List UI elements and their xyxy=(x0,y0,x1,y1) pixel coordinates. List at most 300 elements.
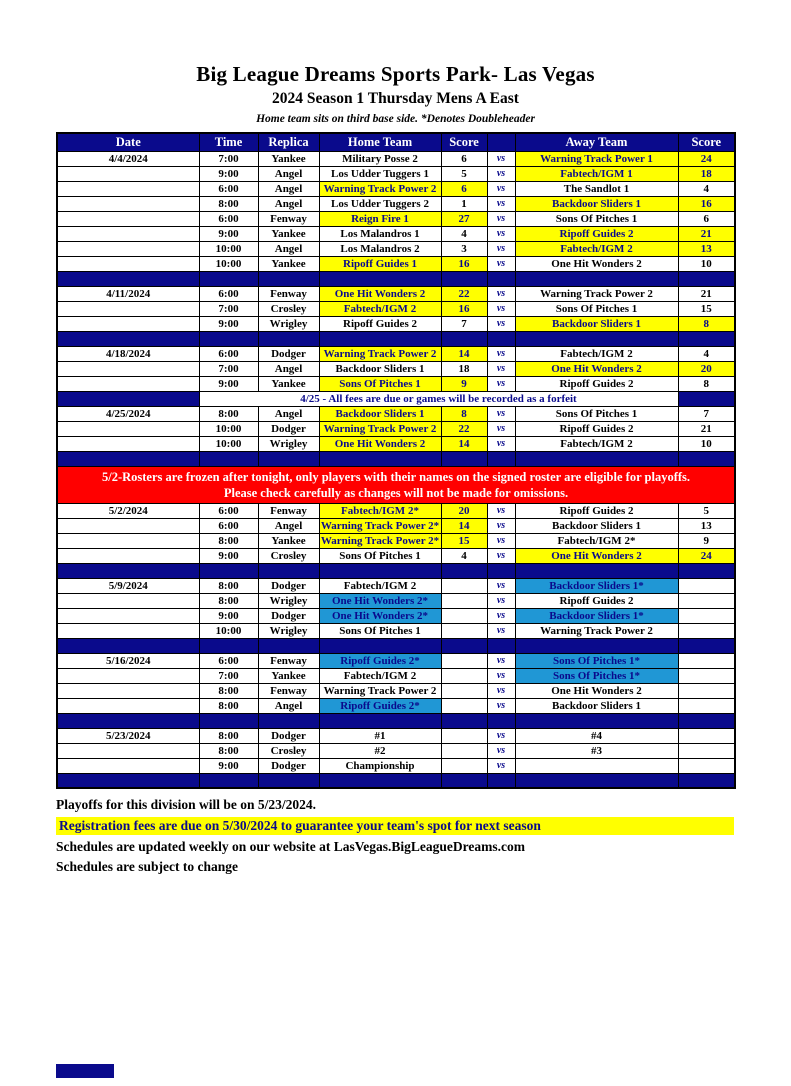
time-cell: 6:00 xyxy=(199,211,258,226)
replica-cell: Dodger xyxy=(258,758,319,773)
home-score-cell xyxy=(441,668,487,683)
replica-cell: Crosley xyxy=(258,743,319,758)
replica-cell: Fenway xyxy=(258,211,319,226)
spacer-cell xyxy=(487,773,515,788)
vs-cell: vs xyxy=(487,406,515,421)
vs-cell: vs xyxy=(487,226,515,241)
time-cell: 6:00 xyxy=(199,181,258,196)
away-team-cell: Backdoor Sliders 1 xyxy=(515,196,678,211)
home-team-cell: One Hit Wonders 2* xyxy=(319,593,441,608)
date-cell xyxy=(57,181,199,196)
away-team-cell: One Hit Wonders 2 xyxy=(515,361,678,376)
time-cell: 8:00 xyxy=(199,406,258,421)
away-team-cell: #4 xyxy=(515,728,678,743)
time-cell: 7:00 xyxy=(199,668,258,683)
spacer-cell xyxy=(258,638,319,653)
game-row xyxy=(57,346,735,361)
date-cell: 4/4/2024 xyxy=(57,151,199,166)
game-row xyxy=(57,548,735,563)
date-cell xyxy=(57,683,199,698)
game-row xyxy=(57,593,735,608)
vs-cell: vs xyxy=(487,518,515,533)
home-score-cell: 22 xyxy=(441,421,487,436)
spacer-cell xyxy=(319,773,441,788)
game-row xyxy=(57,683,735,698)
time-cell: 6:00 xyxy=(199,286,258,301)
home-team-note: Home team sits on third base side. *Denotes Doubleheader xyxy=(256,113,535,125)
game-row xyxy=(57,196,735,211)
date-cell xyxy=(57,758,199,773)
spacer-cell xyxy=(487,271,515,286)
header-replica: Replica xyxy=(258,133,319,151)
game-row xyxy=(57,653,735,668)
game-row xyxy=(57,623,735,638)
away-team-cell: Ripoff Guides 2 xyxy=(515,376,678,391)
away-score-cell: 6 xyxy=(678,211,735,226)
home-score-cell: 7 xyxy=(441,316,487,331)
away-score-cell: 24 xyxy=(678,151,735,166)
date-cell xyxy=(57,421,199,436)
game-row xyxy=(57,578,735,593)
time-cell: 10:00 xyxy=(199,241,258,256)
vs-cell: vs xyxy=(487,548,515,563)
replica-cell: Wrigley xyxy=(258,436,319,451)
home-score-cell: 14 xyxy=(441,346,487,361)
home-score-cell xyxy=(441,683,487,698)
game-row xyxy=(57,503,735,518)
spacer-cell xyxy=(487,451,515,466)
vs-cell: vs xyxy=(487,361,515,376)
game-row xyxy=(57,518,735,533)
page-title: Big League Dreams Sports Park- Las Vegas xyxy=(196,62,595,86)
home-score-cell: 16 xyxy=(441,301,487,316)
vs-cell: vs xyxy=(487,608,515,623)
page-footer-bar xyxy=(56,1064,114,1078)
spacer-cell xyxy=(441,271,487,286)
spacer-cell xyxy=(57,451,199,466)
home-score-cell: 9 xyxy=(441,376,487,391)
vs-cell: vs xyxy=(487,181,515,196)
spacer-cell xyxy=(319,451,441,466)
replica-cell: Dodger xyxy=(258,346,319,361)
vs-cell: vs xyxy=(487,683,515,698)
home-score-cell: 27 xyxy=(441,211,487,226)
game-row xyxy=(57,376,735,391)
away-team-cell: #3 xyxy=(515,743,678,758)
roster-alert-row xyxy=(57,466,735,503)
time-cell: 9:00 xyxy=(199,316,258,331)
away-team-cell: Ripoff Guides 2 xyxy=(515,593,678,608)
replica-cell: Fenway xyxy=(258,503,319,518)
replica-cell: Wrigley xyxy=(258,593,319,608)
home-score-cell xyxy=(441,698,487,713)
away-team-cell: Backdoor Sliders 1 xyxy=(515,316,678,331)
away-score-cell: 24 xyxy=(678,548,735,563)
vs-cell: vs xyxy=(487,623,515,638)
home-team-cell: Backdoor Sliders 1 xyxy=(319,406,441,421)
time-cell: 9:00 xyxy=(199,548,258,563)
time-cell: 8:00 xyxy=(199,593,258,608)
spacer-cell xyxy=(199,331,258,346)
header-time: Time xyxy=(199,133,258,151)
game-row xyxy=(57,406,735,421)
footer xyxy=(56,796,791,875)
header-home-team: Home Team xyxy=(319,133,441,151)
away-score-cell: 13 xyxy=(678,241,735,256)
spacer-cell xyxy=(319,563,441,578)
notice-row xyxy=(57,391,735,406)
schedule-table xyxy=(56,132,736,789)
home-team-cell: Ripoff Guides 2 xyxy=(319,316,441,331)
vs-cell: vs xyxy=(487,256,515,271)
spacer-cell xyxy=(487,638,515,653)
away-team-cell: Fabtech/IGM 2* xyxy=(515,533,678,548)
spacer-cell xyxy=(678,451,735,466)
vs-cell: vs xyxy=(487,211,515,226)
time-cell: 7:00 xyxy=(199,361,258,376)
date-cell xyxy=(57,166,199,181)
time-cell: 6:00 xyxy=(199,518,258,533)
spacer-row xyxy=(57,271,735,286)
away-team-cell: Fabtech/IGM 2 xyxy=(515,241,678,256)
away-score-cell: 4 xyxy=(678,181,735,196)
game-row xyxy=(57,698,735,713)
away-team-cell: Backdoor Sliders 1 xyxy=(515,518,678,533)
replica-cell: Yankee xyxy=(258,533,319,548)
header-away-team: Away Team xyxy=(515,133,678,151)
date-cell xyxy=(57,256,199,271)
replica-cell: Wrigley xyxy=(258,316,319,331)
away-team-cell: Warning Track Power 2 xyxy=(515,623,678,638)
replica-cell: Crosley xyxy=(258,548,319,563)
replica-cell: Dodger xyxy=(258,578,319,593)
replica-cell: Angel xyxy=(258,698,319,713)
time-cell: 8:00 xyxy=(199,698,258,713)
home-team-cell: One Hit Wonders 2 xyxy=(319,436,441,451)
date-cell xyxy=(57,533,199,548)
spacer-cell xyxy=(199,638,258,653)
away-score-cell: 21 xyxy=(678,421,735,436)
header-score: Score xyxy=(441,133,487,151)
replica-cell: Fenway xyxy=(258,286,319,301)
away-team-cell: Backdoor Sliders 1* xyxy=(515,608,678,623)
date-cell xyxy=(57,196,199,211)
away-team-cell: Ripoff Guides 2 xyxy=(515,421,678,436)
time-cell: 6:00 xyxy=(199,653,258,668)
away-team-cell: Warning Track Power 2 xyxy=(515,286,678,301)
away-team-cell: Backdoor Sliders 1 xyxy=(515,698,678,713)
roster-alert-line: 5/2-Rosters are frozen after tonight, only players with their names on the signed roster are eligible for playoffs. xyxy=(101,469,691,484)
date-cell: 5/23/2024 xyxy=(57,728,199,743)
home-score-cell: 20 xyxy=(441,503,487,518)
date-cell xyxy=(57,743,199,758)
game-row xyxy=(57,668,735,683)
time-cell: 9:00 xyxy=(199,226,258,241)
replica-cell: Dodger xyxy=(258,728,319,743)
away-score-cell: 7 xyxy=(678,406,735,421)
game-row xyxy=(57,286,735,301)
away-team-cell: Sons Of Pitches 1 xyxy=(515,211,678,226)
vs-cell: vs xyxy=(487,743,515,758)
time-cell: 7:00 xyxy=(199,301,258,316)
game-row xyxy=(57,211,735,226)
home-score-cell xyxy=(441,593,487,608)
replica-cell: Dodger xyxy=(258,608,319,623)
date-cell xyxy=(57,668,199,683)
away-score-cell: 9 xyxy=(678,533,735,548)
date-cell xyxy=(57,241,199,256)
time-cell: 8:00 xyxy=(199,196,258,211)
spacer-cell xyxy=(515,773,678,788)
spacer-cell xyxy=(57,563,199,578)
home-team-cell: Los Malandros 1 xyxy=(319,226,441,241)
replica-cell: Crosley xyxy=(258,301,319,316)
time-cell: 9:00 xyxy=(199,758,258,773)
home-score-cell: 18 xyxy=(441,361,487,376)
spacer-cell xyxy=(441,638,487,653)
home-team-cell: Reign Fire 1 xyxy=(319,211,441,226)
away-score-cell xyxy=(678,698,735,713)
away-score-cell: 10 xyxy=(678,436,735,451)
home-score-cell: 15 xyxy=(441,533,487,548)
spacer-row xyxy=(57,773,735,788)
spacer-cell xyxy=(258,451,319,466)
game-row xyxy=(57,533,735,548)
home-team-cell: Sons Of Pitches 1 xyxy=(319,548,441,563)
time-cell: 8:00 xyxy=(199,743,258,758)
away-score-cell: 4 xyxy=(678,346,735,361)
replica-cell: Angel xyxy=(258,196,319,211)
date-cell xyxy=(57,548,199,563)
vs-cell: vs xyxy=(487,578,515,593)
vs-cell: vs xyxy=(487,653,515,668)
away-team-cell: One Hit Wonders 2 xyxy=(515,256,678,271)
away-score-cell: 10 xyxy=(678,256,735,271)
away-team-cell: Ripoff Guides 2 xyxy=(515,503,678,518)
spacer-row xyxy=(57,451,735,466)
home-team-cell: Warning Track Power 2 xyxy=(319,683,441,698)
spacer-cell xyxy=(258,271,319,286)
spacer-cell xyxy=(199,271,258,286)
home-team-cell: One Hit Wonders 2 xyxy=(319,286,441,301)
spacer-cell xyxy=(199,713,258,728)
home-score-cell: 3 xyxy=(441,241,487,256)
game-row xyxy=(57,301,735,316)
replica-cell: Dodger xyxy=(258,421,319,436)
game-row xyxy=(57,181,735,196)
spacer-cell xyxy=(678,563,735,578)
game-row xyxy=(57,361,735,376)
date-cell xyxy=(57,226,199,241)
vs-cell: vs xyxy=(487,286,515,301)
schedule-body xyxy=(57,151,735,788)
game-row xyxy=(57,728,735,743)
replica-cell: Yankee xyxy=(258,376,319,391)
spacer-cell xyxy=(678,713,735,728)
game-row xyxy=(57,226,735,241)
spacer-cell xyxy=(57,331,199,346)
game-row xyxy=(57,608,735,623)
away-score-cell: 15 xyxy=(678,301,735,316)
home-score-cell: 16 xyxy=(441,256,487,271)
spacer-cell xyxy=(515,331,678,346)
date-cell: 5/9/2024 xyxy=(57,578,199,593)
date-cell xyxy=(57,376,199,391)
spacer-cell xyxy=(258,713,319,728)
spacer-cell xyxy=(487,563,515,578)
vs-cell: vs xyxy=(487,668,515,683)
spacer-cell xyxy=(199,773,258,788)
spacer-cell xyxy=(678,331,735,346)
replica-cell: Angel xyxy=(258,181,319,196)
vs-cell: vs xyxy=(487,503,515,518)
spacer-cell xyxy=(487,713,515,728)
away-team-cell: Sons Of Pitches 1 xyxy=(515,406,678,421)
game-row xyxy=(57,436,735,451)
time-cell: 10:00 xyxy=(199,256,258,271)
date-cell xyxy=(57,608,199,623)
spacer-cell xyxy=(678,773,735,788)
replica-cell: Yankee xyxy=(258,256,319,271)
header-row xyxy=(57,133,735,151)
spacer-cell xyxy=(57,638,199,653)
home-team-cell: Ripoff Guides 1 xyxy=(319,256,441,271)
time-cell: 6:00 xyxy=(199,346,258,361)
away-team-cell: Fabtech/IGM 2 xyxy=(515,436,678,451)
away-score-cell: 8 xyxy=(678,376,735,391)
away-score-cell: 16 xyxy=(678,196,735,211)
away-score-cell xyxy=(678,683,735,698)
home-team-cell: Championship xyxy=(319,758,441,773)
game-row xyxy=(57,421,735,436)
home-team-cell: Military Posse 2 xyxy=(319,151,441,166)
game-row xyxy=(57,743,735,758)
time-cell: 9:00 xyxy=(199,166,258,181)
home-team-cell: #2 xyxy=(319,743,441,758)
away-score-cell xyxy=(678,728,735,743)
home-score-cell: 14 xyxy=(441,518,487,533)
home-score-cell: 14 xyxy=(441,436,487,451)
date-cell xyxy=(57,623,199,638)
game-row xyxy=(57,151,735,166)
vs-cell: vs xyxy=(487,346,515,361)
vs-cell: vs xyxy=(487,166,515,181)
vs-cell: vs xyxy=(487,436,515,451)
away-score-cell: 18 xyxy=(678,166,735,181)
away-team-cell: Ripoff Guides 2 xyxy=(515,226,678,241)
away-team-cell: One Hit Wonders 2 xyxy=(515,548,678,563)
home-score-cell: 22 xyxy=(441,286,487,301)
spacer-cell xyxy=(678,638,735,653)
away-score-cell: 13 xyxy=(678,518,735,533)
time-cell: 8:00 xyxy=(199,683,258,698)
away-score-cell xyxy=(678,653,735,668)
home-score-cell xyxy=(441,623,487,638)
game-row xyxy=(57,758,735,773)
away-team-cell: Warning Track Power 1 xyxy=(515,151,678,166)
replica-cell: Yankee xyxy=(258,151,319,166)
playoffs-note: Playoffs for this division will be on 5/23/2024. xyxy=(56,797,317,812)
away-score-cell xyxy=(678,593,735,608)
home-team-cell: Sons Of Pitches 1 xyxy=(319,623,441,638)
away-team-cell: Sons Of Pitches 1* xyxy=(515,653,678,668)
time-cell: 9:00 xyxy=(199,608,258,623)
away-team-cell: Sons Of Pitches 1* xyxy=(515,668,678,683)
spacer-cell xyxy=(319,331,441,346)
game-row xyxy=(57,256,735,271)
date-cell xyxy=(57,698,199,713)
game-row xyxy=(57,241,735,256)
home-team-cell: Ripoff Guides 2* xyxy=(319,653,441,668)
spacer-cell xyxy=(199,451,258,466)
away-score-cell xyxy=(678,578,735,593)
time-cell: 9:00 xyxy=(199,376,258,391)
home-team-cell: #1 xyxy=(319,728,441,743)
home-score-cell xyxy=(441,743,487,758)
vs-cell: vs xyxy=(487,593,515,608)
vs-cell: vs xyxy=(487,421,515,436)
spacer-cell xyxy=(678,271,735,286)
subject-to-change-note: Schedules are subject to change xyxy=(56,859,238,874)
roster-alert-line: Please check carefully as changes will not be made for omissions. xyxy=(223,485,569,500)
header-date: Date xyxy=(57,133,199,151)
spacer-cell xyxy=(441,331,487,346)
home-team-cell: Backdoor Sliders 1 xyxy=(319,361,441,376)
away-team-cell: Backdoor Sliders 1* xyxy=(515,578,678,593)
away-team-cell: One Hit Wonders 2 xyxy=(515,683,678,698)
registration-note: Registration fees are due on 5/30/2024 to guarantee your team's spot for next season xyxy=(56,817,734,835)
home-score-cell: 1 xyxy=(441,196,487,211)
page-subtitle: 2024 Season 1 Thursday Mens A East xyxy=(272,90,519,107)
home-team-cell: Fabtech/IGM 2 xyxy=(319,301,441,316)
replica-cell: Angel xyxy=(258,166,319,181)
replica-cell: Yankee xyxy=(258,226,319,241)
vs-cell: vs xyxy=(487,316,515,331)
away-team-cell: Sons Of Pitches 1 xyxy=(515,301,678,316)
home-team-cell: Fabtech/IGM 2 xyxy=(319,668,441,683)
away-score-cell: 21 xyxy=(678,286,735,301)
spacer-cell xyxy=(678,391,735,406)
home-team-cell: Ripoff Guides 2* xyxy=(319,698,441,713)
time-cell: 10:00 xyxy=(199,421,258,436)
away-team-cell: Fabtech/IGM 2 xyxy=(515,346,678,361)
replica-cell: Angel xyxy=(258,406,319,421)
home-team-cell: Los Udder Tuggers 2 xyxy=(319,196,441,211)
replica-cell: Yankee xyxy=(258,668,319,683)
replica-cell: Fenway xyxy=(258,683,319,698)
date-cell xyxy=(57,593,199,608)
spacer-cell xyxy=(319,271,441,286)
date-cell xyxy=(57,211,199,226)
home-team-cell: Los Udder Tuggers 1 xyxy=(319,166,441,181)
home-team-cell: One Hit Wonders 2* xyxy=(319,608,441,623)
home-team-cell: Los Malandros 2 xyxy=(319,241,441,256)
vs-cell: vs xyxy=(487,758,515,773)
time-cell: 6:00 xyxy=(199,503,258,518)
spacer-cell xyxy=(199,563,258,578)
replica-cell: Angel xyxy=(258,241,319,256)
website-note: Schedules are updated weekly on our website at LasVegas.BigLeagueDreams.com xyxy=(56,839,526,854)
away-team-cell xyxy=(515,758,678,773)
away-team-cell: The Sandlot 1 xyxy=(515,181,678,196)
away-score-cell: 5 xyxy=(678,503,735,518)
time-cell: 8:00 xyxy=(199,578,258,593)
spacer-cell xyxy=(57,773,199,788)
spacer-cell xyxy=(258,331,319,346)
spacer-cell xyxy=(441,451,487,466)
vs-cell: vs xyxy=(487,241,515,256)
spacer-row xyxy=(57,713,735,728)
